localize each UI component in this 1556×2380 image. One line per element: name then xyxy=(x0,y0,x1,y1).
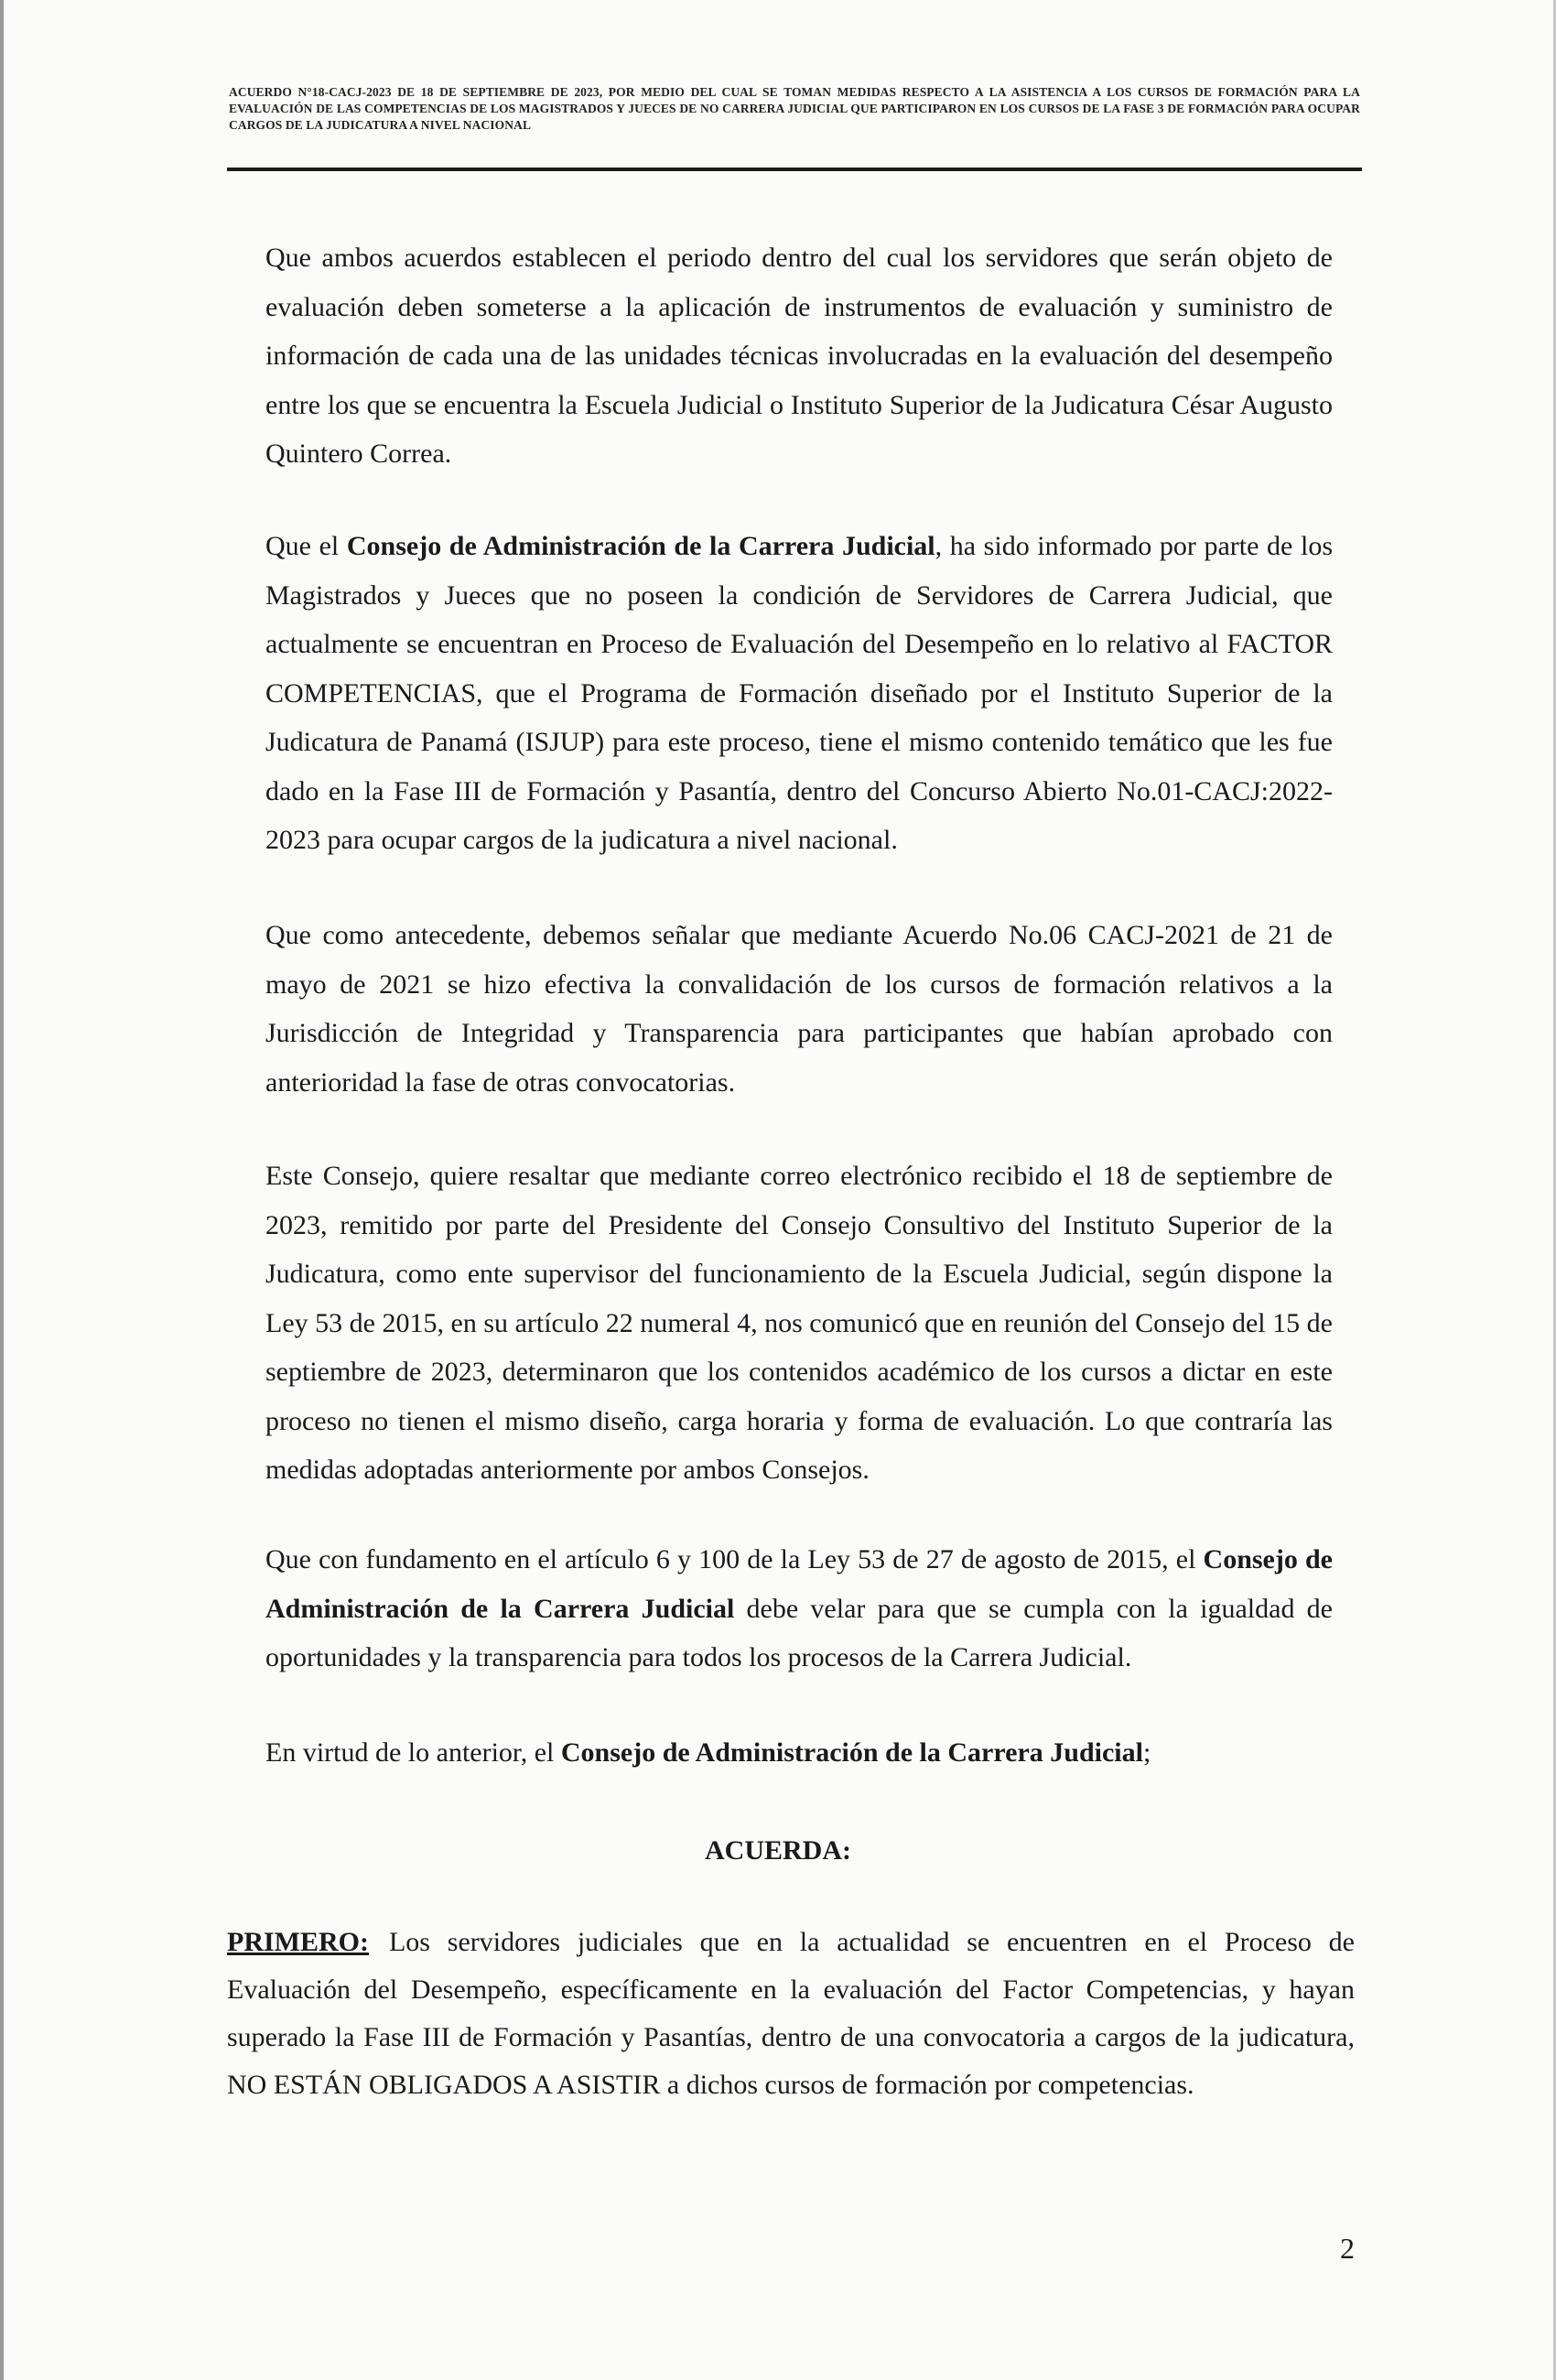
article-primero-text: Los servidores judiciales que en la actualidad se encuentren en el Proceso de Evaluación del Desempeño, específicamente en la evaluación del Factor Competencias, y hayan superado la Fase III de Formación y Pasantías, dentro de una convocatoria a cargos de la judicatura, NO ESTÁN OBLIGADOS A ASISTIR a dichos cursos de formación por competencias. xyxy=(227,1927,1355,2100)
paragraph-3: Que como antecedente, debemos señalar que mediante Acuerdo No.06 CACJ-2021 de 21 de mayo de 2021 se hizo efectiva la convalidación de los cursos de formación relativos a la Jurisdicción de Integridad y Transparencia para participantes que habían aprobado con anterioridad la fase de otras convocatorias. xyxy=(265,920,1333,1098)
document-header: ACUERDO N°18-CACJ-2023 DE 18 DE SEPTIEMBRE DE 2023, POR MEDIO DEL CUAL SE TOMAN MEDIDAS RESPECTO A LA ASISTENCIA A LOS CURSOS DE FORMACIÓN PARA LA EVALUACIÓN DE LAS COMPETENCIAS DE LOS MAGISTRADOS Y JUECES DE NO CARRERA JUDICIAL QUE PARTICIPARON EN LOS CURSOS DE LA FASE 3 DE FORMACIÓN PARA OCUPAR CARGOS DE LA JUDICATURA A NIVEL NACIONAL xyxy=(229,85,1360,132)
paragraph-2-bold: Consejo de Administración de la Carrera Judicial xyxy=(346,531,935,561)
paragraph-5-text-b: debe velar para que se cumpla con la igualdad de oportunidades y la transparencia para todos los procesos de la Carrera Judicial. xyxy=(265,1593,1333,1672)
paragraph-2-text-a: Que el xyxy=(265,531,347,561)
paragraph-1: Que ambos acuerdos establecen el periodo dentro del cual los servidores que serán objeto de evaluación deben someterse a la aplicación de instrumentos de evaluación y suministro de información de cada una de las unidades técnicas involucradas en la evaluación del desempeño entre los que se encuentra la Escuela Judicial o Instituto Superior de la Judicatura César Augusto Quintero Correa. xyxy=(265,243,1333,469)
page-number: 2 xyxy=(1340,2232,1355,2265)
paragraph-6-bold: Consejo de Administración de la Carrera Judicial xyxy=(560,1737,1143,1768)
scan-edge-left xyxy=(0,0,4,2380)
paragraph-5 xyxy=(265,1535,1333,1682)
resolution-heading: ACUERDA: xyxy=(705,1835,851,1866)
paragraph-5-text-a: Que con fundamento en el artículo 6 y 100 de la Ley 53 de 27 de agosto de 2015, el xyxy=(265,1544,1204,1574)
paragraph-6 xyxy=(265,1728,1333,1778)
paragraph-2 xyxy=(265,522,1333,865)
article-primero-label: PRIMERO: xyxy=(227,1927,369,1957)
paragraph-6-text-b: ; xyxy=(1142,1737,1151,1768)
paragraph-5-bold: Consejo de Administración de la Carrera Judicial xyxy=(265,1544,1333,1624)
paragraph-2-text-b: , ha sido informado por parte de los Magistrados y Jueces que no poseen la condición de Servidores de Carrera Judicial, que actualmente se encuentran en Proceso de Evaluación del Desempeño en lo relativo al FACTOR COMPETENCIAS, que el Programa de Formación diseñado por el Instituto Superior de la Judicatura de Panamá (ISJUP) para este proceso, tiene el mismo contenido temático que les fue dado en la Fase III de Formación y Pasantía, dentro del Concurso Abierto No.01-CACJ:2022-2023 para ocupar cargos de la judicatura a nivel nacional. xyxy=(265,531,1333,855)
header-divider xyxy=(227,168,1362,171)
article-primero xyxy=(227,1919,1355,2109)
paragraph-6-text-a: En virtud de lo anterior, el xyxy=(265,1737,561,1768)
paragraph-4: Este Consejo, quiere resaltar que mediante correo electrónico recibido el 18 de septiembre de 2023, remitido por parte del Presidente del Consejo Consultivo del Instituto Superior de la Judicatura, como ente supervisor del funcionamiento de la Escuela Judicial, según dispone la Ley 53 de 2015, en su artículo 22 numeral 4, nos comunicó que en reunión del Consejo del 15 de septiembre de 2023, determinaron que los contenidos académico de los cursos a dictar en este proceso no tienen el mismo diseño, carga horaria y forma de evaluación. Lo que contraría las medidas adoptadas anteriormente por ambos Consejos. xyxy=(265,1161,1333,1485)
